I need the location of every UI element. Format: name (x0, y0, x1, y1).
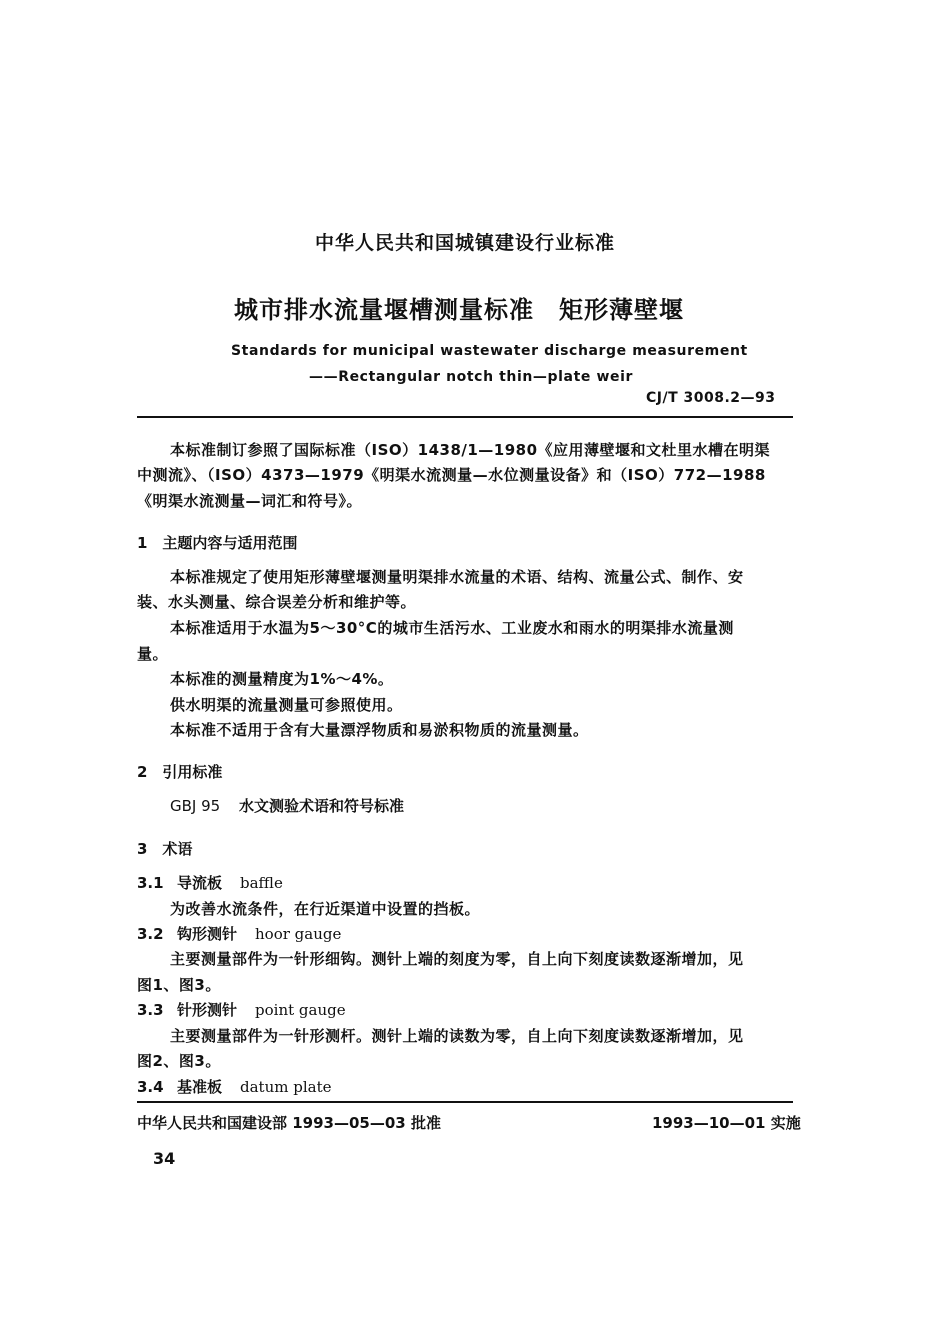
term-3-3-definition-line2: 图2、图3。 (137, 1052, 221, 1070)
term-number: 3.2 (137, 925, 164, 943)
section-1-p2-line1: 本标准适用于水温为5～30°C的城市生活污水、工业废水和雨水的明渠排水流量测 (170, 619, 734, 637)
industry-standard-title: 中华人民共和国城镇建设行业标准 (314, 232, 615, 254)
section-1-p3: 本标准的测量精度为1%～4%。 (170, 670, 394, 688)
document-title-en-line1: Standards for municipal wastewater discharge measurement (231, 343, 748, 359)
implementation-note: 1993—10—01 实施 (652, 1114, 801, 1132)
section-2-heading: 2 引用标准 (137, 763, 223, 781)
term-3-2-definition-line1: 主要测量部件为一针形细钩。测针上端的刻度为零，自上向下刻度读数逐渐增加，见 (170, 950, 744, 968)
term-3-1-definition: 为改善水流条件，在行近渠道中设置的挡板。 (170, 900, 481, 918)
approval-note: 中华人民共和国建设部 1993—05—03 批准 (137, 1114, 441, 1132)
intro-line-1: 本标准制订参照了国际标准（ISO）1438/1—1980《应用薄壁堰和文杜里水槽在明渠 (170, 441, 771, 459)
standard-code: CJ/T 3008.2—93 (646, 390, 776, 406)
term-en: datum plate (240, 1078, 332, 1096)
section-3-heading: 3 术语 (137, 840, 193, 858)
page-number: 34 (153, 1149, 176, 1168)
term-3-3-definition-line1: 主要测量部件为一针形测杆。测针上端的读数为零，自上向下刻度读数逐渐增加，见 (170, 1027, 744, 1045)
section-1-p4: 供水明渠的流量测量可参照使用。 (170, 696, 403, 714)
term-en: point gauge (255, 1001, 346, 1019)
section-1-p1-line1: 本标准规定了使用矩形薄壁堰测量明渠排水流量的术语、结构、流量公式、制作、安 (170, 568, 744, 586)
term-3-1 (137, 872, 283, 893)
section-1-heading: 1 主题内容与适用范围 (137, 534, 298, 552)
term-3-2-definition-line2: 图1、图3。 (137, 976, 221, 994)
intro-line-2: 中测流》、（ISO）4373—1979《明渠水流测量—水位测量设备》和（ISO）772—1988 (137, 466, 766, 484)
top-rule (137, 416, 793, 418)
bottom-rule (137, 1101, 793, 1103)
term-cn: 钩形测针 (177, 925, 238, 943)
section-1-p1-line2: 装、水头测量、综合误差分析和维护等。 (137, 593, 417, 611)
document-title-cn: 城市排水流量堰槽测量标准 矩形薄壁堰 (234, 296, 684, 324)
term-3-2 (137, 923, 341, 944)
reference-item (170, 795, 404, 816)
reference-code: GBJ 95 (170, 797, 221, 815)
term-number: 3.4 (137, 1078, 164, 1096)
term-en: baffle (240, 874, 283, 892)
document-title-en-line2: ——Rectangular notch thin—plate weir (309, 369, 633, 385)
reference-title: 水文测验术语和符号标准 (238, 797, 404, 815)
intro-line-3: 《明渠水流测量—词汇和符号》。 (137, 492, 363, 510)
term-cn: 基准板 (177, 1078, 223, 1096)
term-en: hoor gauge (255, 925, 342, 943)
section-1-p5: 本标准不适用于含有大量漂浮物质和易淤积物质的流量测量。 (170, 721, 589, 739)
term-cn: 针形测针 (177, 1001, 238, 1019)
term-number: 3.3 (137, 1001, 164, 1019)
term-cn: 导流板 (177, 874, 223, 892)
term-3-4 (137, 1076, 332, 1097)
term-3-3 (137, 999, 346, 1020)
section-1-p2-line2: 量。 (137, 645, 169, 663)
term-number: 3.1 (137, 874, 164, 892)
